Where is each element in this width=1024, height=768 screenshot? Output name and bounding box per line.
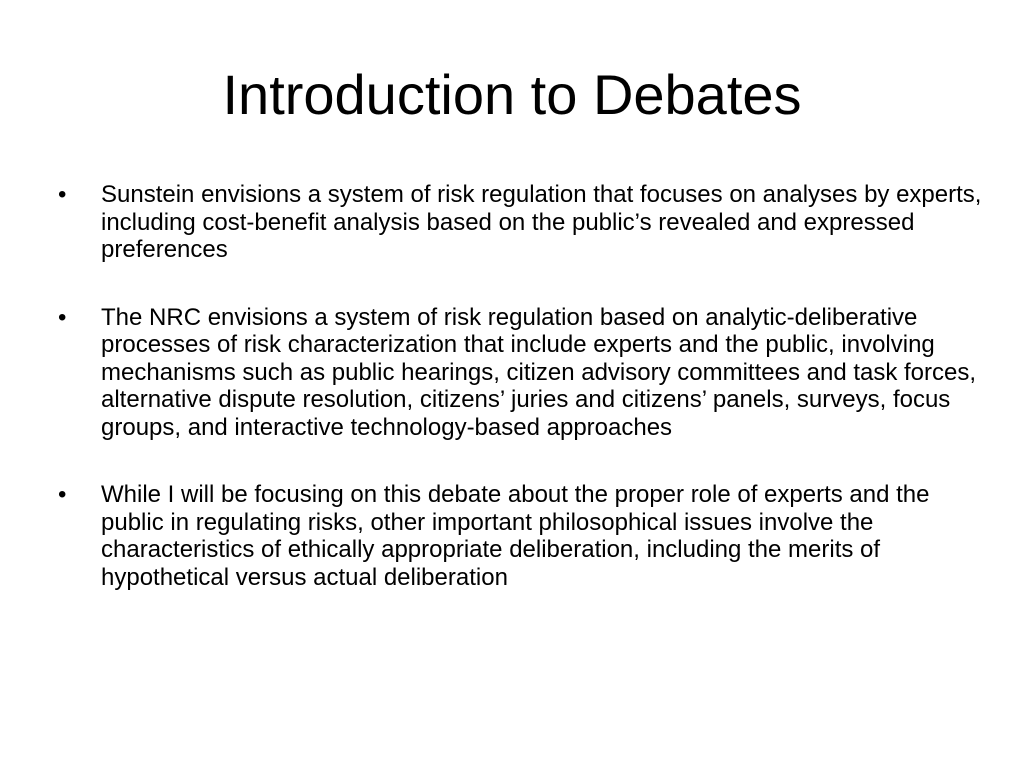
bullet-mark: • — [58, 181, 67, 208]
bullet-item — [58, 481, 998, 591]
bullet-text: Sunstein envisions a system of risk regulation that focuses on analyses by experts, including cost-benefit analysis based on the public’s revealed and expressed preferences — [101, 181, 982, 263]
bullet-text: While I will be focusing on this debate about the proper role of experts and the public in regulating risks, other important philosophical issues involve the characteristics of ethically appropriate deliberation, including the merits of hypothetical versus actual deliberation — [101, 481, 930, 591]
bullet-item — [58, 181, 998, 264]
bullet-mark: • — [58, 481, 67, 508]
bullet-mark: • — [58, 303, 67, 331]
bullet-list — [58, 181, 998, 631]
bullet-item — [58, 304, 998, 442]
slide-title: Introduction to Debates — [222, 63, 802, 126]
bullet-text: The NRC envisions a system of risk regulation based on analytic-deliberative processes of risk characterization that include experts and the public, involving mechanisms such as public hearings, citizen advisory committees and task forces, alternative dispute resolution, citizens’ juries and citizens’ panels, surveys, focus groups, and interactive technology-based approaches — [101, 303, 977, 441]
